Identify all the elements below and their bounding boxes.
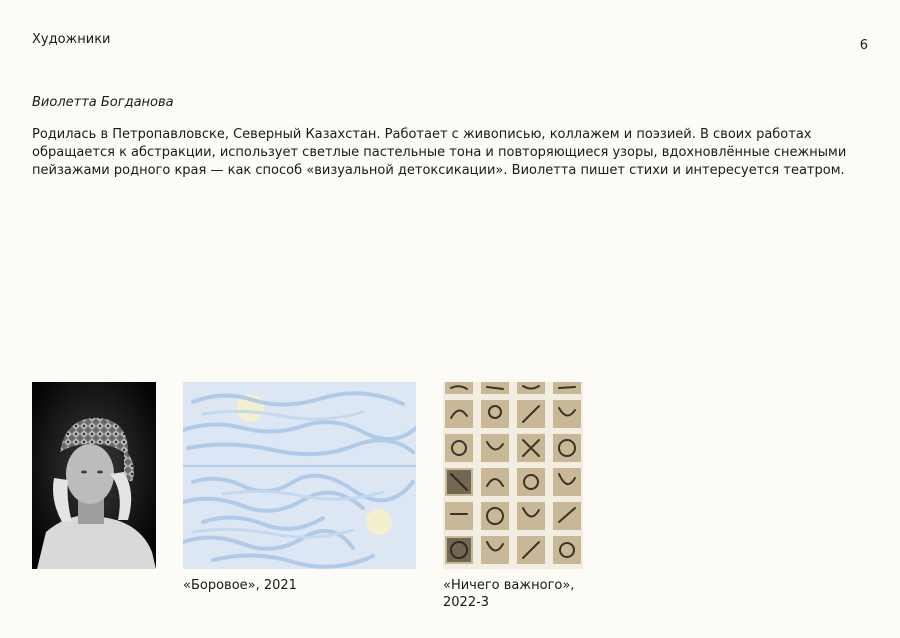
artist-portrait [32,382,156,569]
section-title: Художники [32,32,111,47]
caption-borovoe: «Боровое», 2021 [183,578,297,593]
caption-line: 2022-3 [443,595,490,610]
caption-line: «Ничего важного», [443,578,575,593]
artwork-nothing-important [443,382,583,569]
page-number: 6 [859,38,868,53]
painting-borovoe [183,382,416,569]
artist-bio: Родилась в Петропавловске, Северный Казахстан. Работает с живописью, коллажем и поэзией. В своих работах обращается к абстракции, использует светлые пастельные тона и повторяющиеся узоры, вдохновлённые снежными пейзажами родного края — как способ «визуальной детоксикации». Виолетта пишет стихи и интересуется театром. [32,127,847,178]
caption-nothing-important [443,577,593,611]
artist-name: Виолетта Богданова [32,95,174,110]
